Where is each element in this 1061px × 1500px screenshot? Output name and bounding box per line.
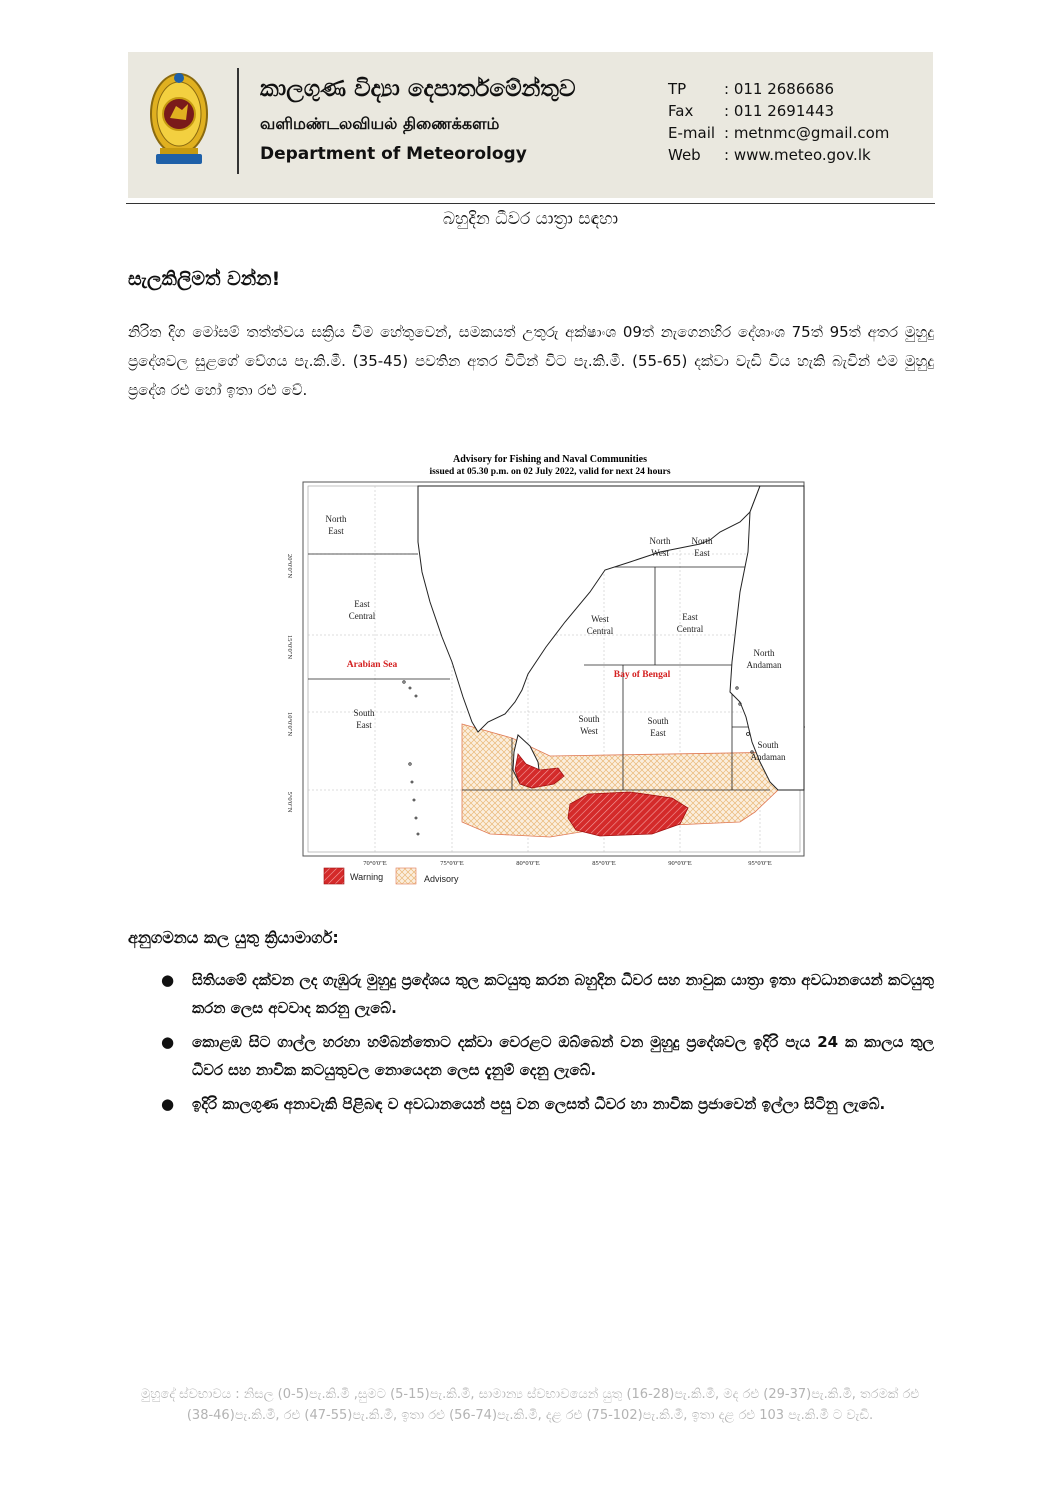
alert-heading: සැලකිලිමත් වන්න! [128,268,281,290]
region-label: West [651,548,669,558]
legend-advisory-label: Advisory [424,874,459,884]
lat-tick-label: 20°0'0"N [286,553,293,579]
contact-fax-row [668,100,889,122]
org-name-english: Department of Meteorology [260,144,527,164]
region-label: East [328,526,344,536]
action-text: කොළඹ සිට ගාල්ල හරහා හම්බන්තොට දක්වා වෙරළට ඔබ්බෙන් වන මුහුදු ප්‍රදේශවල ඉදිරි පැය 24 ක කාලය තුල ධීවර සහ නාවික කටයුතුවල නොයෙදන ලෙස දැනුම් දෙනු ලැබේ. [192,1033,934,1079]
region-label: South [647,716,669,726]
contact-web-row [668,144,889,166]
region-label: North [691,536,713,546]
region-label: South [578,714,600,724]
region-label: East [356,720,372,730]
contact-block [668,78,889,166]
action-item [128,1090,934,1118]
region-label: Andaman [746,660,782,670]
region-label: Central [348,611,376,621]
header-rule [126,203,935,204]
region-label: South [353,708,375,718]
contact-key: TP [668,80,687,98]
letterhead [128,52,933,198]
org-name-sinhala: කාලගුණ විද්‍යා දෙපාර්තමේන්තුව [260,76,576,102]
contact-key: Web [668,146,701,164]
contact-email-row [668,122,889,144]
lon-tick-label: 75°0'0"E [440,860,464,867]
bullet-icon: ● [161,1095,175,1113]
header-divider [237,68,239,174]
region-label: West [580,726,598,736]
contact-value: : metnmc@gmail.com [724,124,890,142]
region-label: East [650,728,666,738]
action-item [128,1028,934,1084]
map-subtitle: issued at 05.30 p.m. on 02 July 2022, valid for next 24 hours [429,467,671,477]
document-subtitle: බහුදින ධීවර යාත්‍රා සඳහා [442,209,619,229]
lat-tick-label: 15°0'0"N [286,634,293,660]
region-label: South [757,740,779,750]
contact-key: Fax [668,102,694,120]
action-text: ඉදිරි කාලගුණ අනාවැකි පිළිබඳ ව අවධානයෙන් පසු වන ලෙසත් ධීවර හා නාවික ප්‍රජාවෙන් ඉල්ලා සිටිනු ලැබේ. [192,1095,886,1113]
contact-value: : 011 2686686 [724,80,835,98]
map-title: Advisory for Fishing and Naval Communities [452,454,648,465]
lat-tick-label: 10°0'0"N [286,711,293,737]
arabian-sea-label: Arabian Sea [346,660,398,670]
action-text: සිතියමේ දක්වන ලද ගැඹුරු මුහුදු ප්‍රදේශය තුල කටයුතු කරන බහුදින ධීවර සහ නාවුක යාත්‍රා ඉතා අවධානයෙන් කටයුතු කරන ලෙස අවවාද කරනු ලැබේ. [192,971,934,1017]
lon-tick-label: 95°0'0"E [748,860,772,867]
region-label: North [753,648,775,658]
contact-phone-row [668,78,889,100]
lon-tick-label: 90°0'0"E [668,860,692,867]
action-item [128,966,934,1022]
region-label: Central [586,626,614,636]
region-label: East [682,612,698,622]
advisory-map [286,452,810,892]
region-label: North [649,536,671,546]
bay-of-bengal-label: Bay of Bengal [613,670,671,680]
actions-list [128,966,934,1124]
lon-tick-label: 85°0'0"E [592,860,616,867]
lon-tick-label: 70°0'0"E [363,860,387,867]
region-label: East [354,599,370,609]
lat-tick-label: 5°0'0"N [286,791,293,813]
bullet-icon: ● [161,1033,175,1051]
legend-warning-swatch [324,868,344,884]
region-label: Andaman [750,752,786,762]
region-label: Central [676,624,704,634]
contact-key: E-mail [668,124,716,142]
actions-heading: අනුගමනය කල යුතු ක්‍රියාමාර්ග: [128,928,339,947]
sri-lanka-emblem-icon [148,70,210,170]
region-label: North [325,514,347,524]
org-name-tamil: வளிமண்டலவியல் திணைக்களம் [260,114,500,133]
lon-tick-label: 80°0'0"E [516,860,540,867]
contact-value: : www.meteo.gov.lk [724,146,871,164]
region-label: East [694,548,710,558]
sea-state-footer: මුහුදේ ස්වභාවය : නිසල (0-5)පැ.කි.මී ,සුමට (5-15)පැ.කි.මී, සාමාන්‍ය ස්වභාවයෙන් යුතු (16-28)පැ.කි.මී, මද රළු (29-37)පැ.කි.මී, තරමක් රළු (38-46)පැ.කි.මී, රළු (47-55)පැ.කි.මී, ඉතා රළු (56-74)පැ.කි.මී, දළ රළු (75-102)පැ.කි.මී, ඉතා දළ රළු 103 පැ.කි.මී ට වැඩි. [140,1387,920,1423]
bullet-icon: ● [161,971,175,989]
legend-advisory-swatch [396,868,416,884]
contact-value: : 011 2691443 [724,102,835,120]
region-label: West [591,614,609,624]
legend-warning-label: Warning [350,872,384,882]
forecast-paragraph: නිරිත දිග මෝසම් තත්ත්වය සක්‍රිය වීම හේතුවෙන්, සමකයත් උතුරු අක්ෂාංශ 09ත් නැගෙනහිර දේශාංශ 75ත් 95ත් අතර මුහුදු ප්‍රදේශවල සුළගේ වේගය පැ.කි.මී. (35-45) පවතින අතර විටින් විට පැ.කි.මී. (55-65) දක්වා වැඩි විය හැකි බැවින් එම මුහුදු ප්‍රදේශ රළු හෝ ඉතා රළු වේ. [128,323,934,399]
